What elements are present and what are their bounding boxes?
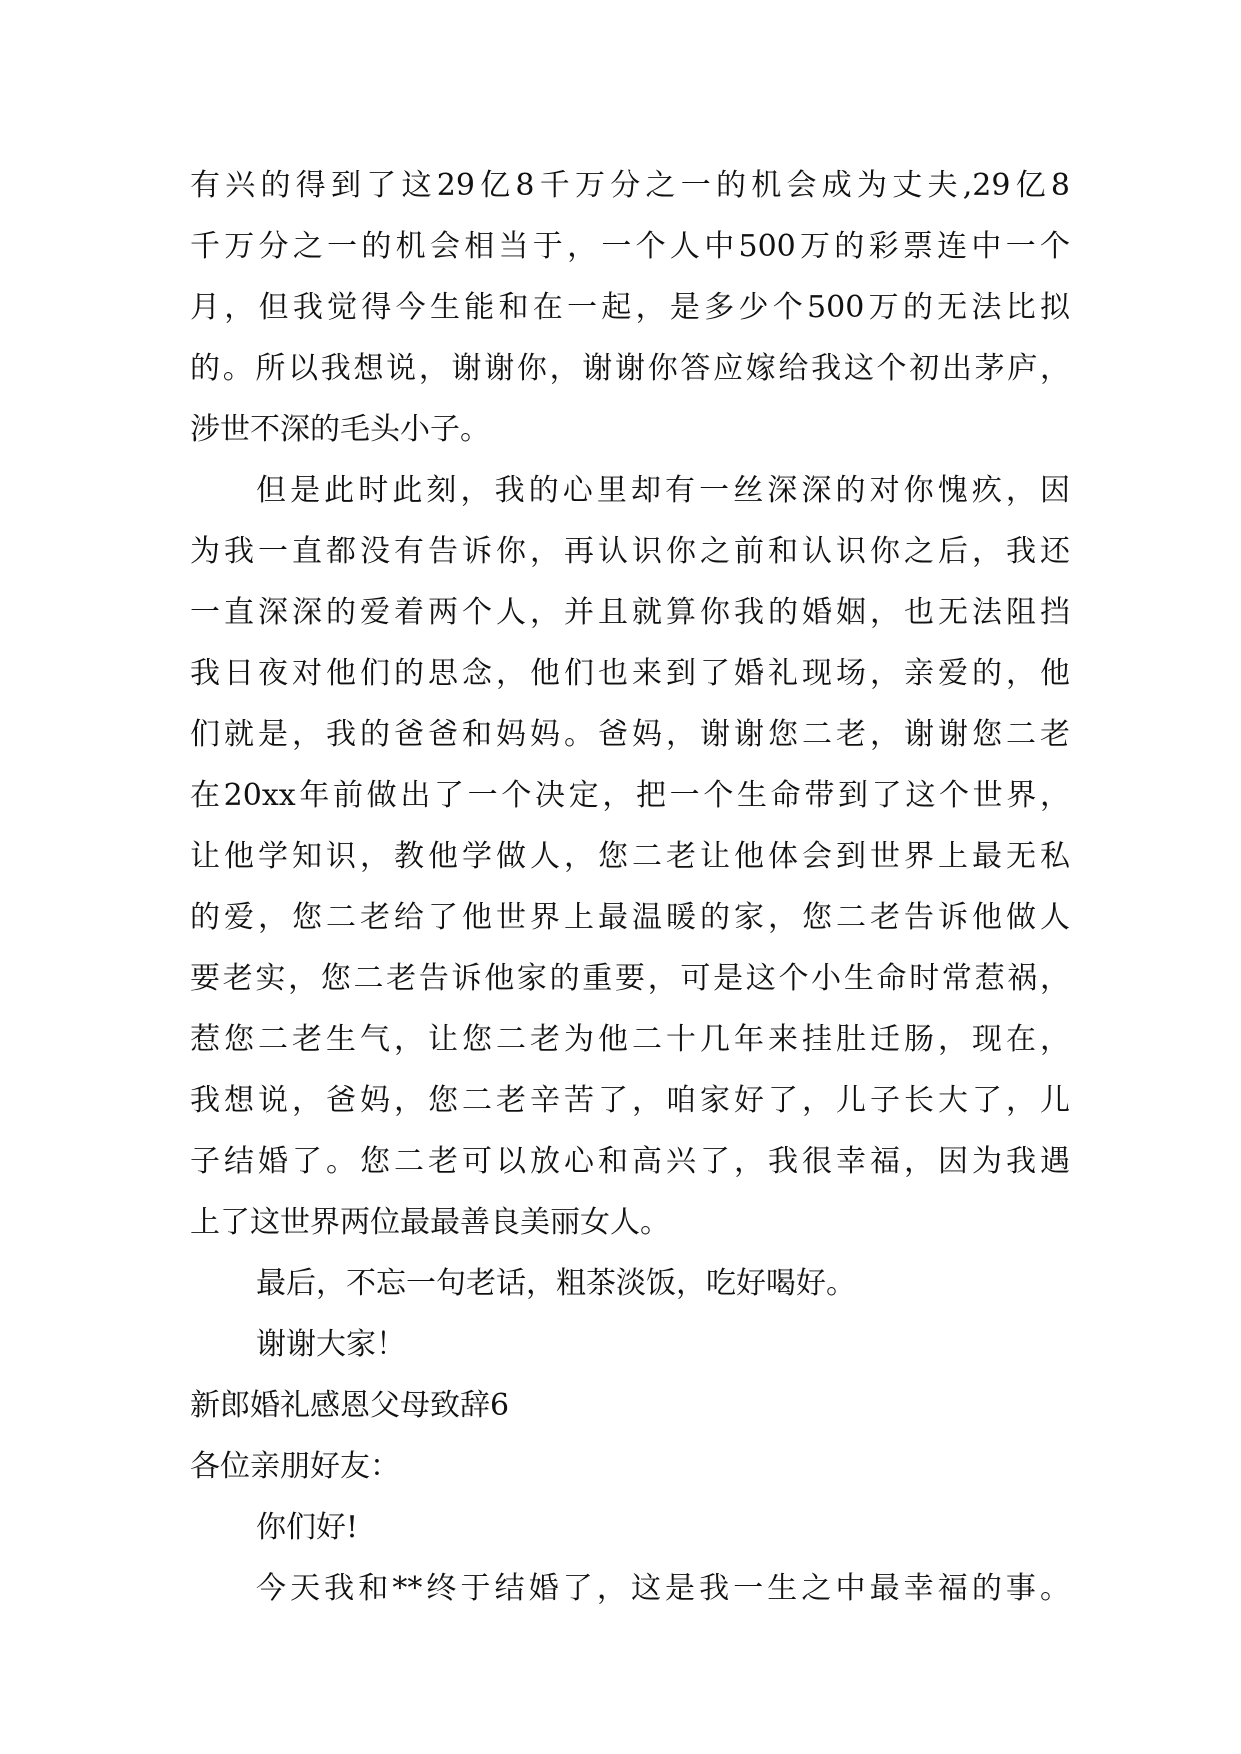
- text-line: 谢谢大家！: [256, 1327, 406, 1362]
- text-line: 有兴的得到了这29亿8千万分之一的机会成为丈夫,29亿8: [190, 168, 1070, 203]
- text-line: 为我一直都没有告诉你，再认识你之前和认识你之后，我还: [190, 534, 1070, 569]
- text-line: 我想说，爸妈，您二老辛苦了，咱家好了，儿子长大了，儿: [190, 1083, 1070, 1118]
- text-line: 今天我和**终于结婚了，这是我一生之中最幸福的事。: [256, 1571, 1070, 1606]
- text-line: 子结婚了。您二老可以放心和高兴了，我很幸福，因为我遇: [190, 1144, 1070, 1179]
- text-line: 惹您二老生气，让您二老为他二十几年来挂肚迁肠，现在，: [190, 1022, 1070, 1057]
- text-line: 新郎婚礼感恩父母致辞6: [190, 1388, 510, 1423]
- text-line: 的爱，您二老给了他世界上最温暖的家，您二老告诉他做人: [190, 900, 1070, 935]
- text-line: 上了这世界两位最最善良美丽女人。: [190, 1205, 670, 1240]
- text-line: 一直深深的爱着两个人，并且就算你我的婚姻，也无法阻挡: [190, 595, 1070, 630]
- document-body: [190, 155, 1070, 1619]
- text-line: 我日夜对他们的思念，他们也来到了婚礼现场，亲爱的，他: [190, 656, 1070, 691]
- text-line: 涉世不深的毛头小子。: [190, 412, 490, 447]
- text-line: 你们好!: [256, 1510, 359, 1545]
- text-line: 的。所以我想说，谢谢你，谢谢你答应嫁给我这个初出茅庐，: [190, 351, 1070, 386]
- text-line: 最后，不忘一句老话，粗茶淡饭，吃好喝好。: [256, 1266, 856, 1301]
- text-line: 们就是，我的爸爸和妈妈。爸妈，谢谢您二老，谢谢您二老: [190, 717, 1070, 752]
- text-line: 月，但我觉得今生能和在一起，是多少个500万的无法比拟: [190, 290, 1070, 325]
- text-line: 各位亲朋好友：: [190, 1449, 400, 1484]
- text-line: 让他学知识，教他学做人，您二老让他体会到世界上最无私: [190, 839, 1070, 874]
- text-line: 在20xx年前做出了一个决定，把一个生命带到了这个世界，: [190, 778, 1070, 813]
- text-line: 千万分之一的机会相当于，一个人中500万的彩票连中一个: [190, 229, 1070, 264]
- text-line: 要老实，您二老告诉他家的重要，可是这个小生命时常惹祸，: [190, 961, 1070, 996]
- text-line: 但是此时此刻，我的心里却有一丝深深的对你愧疚，因: [256, 473, 1070, 508]
